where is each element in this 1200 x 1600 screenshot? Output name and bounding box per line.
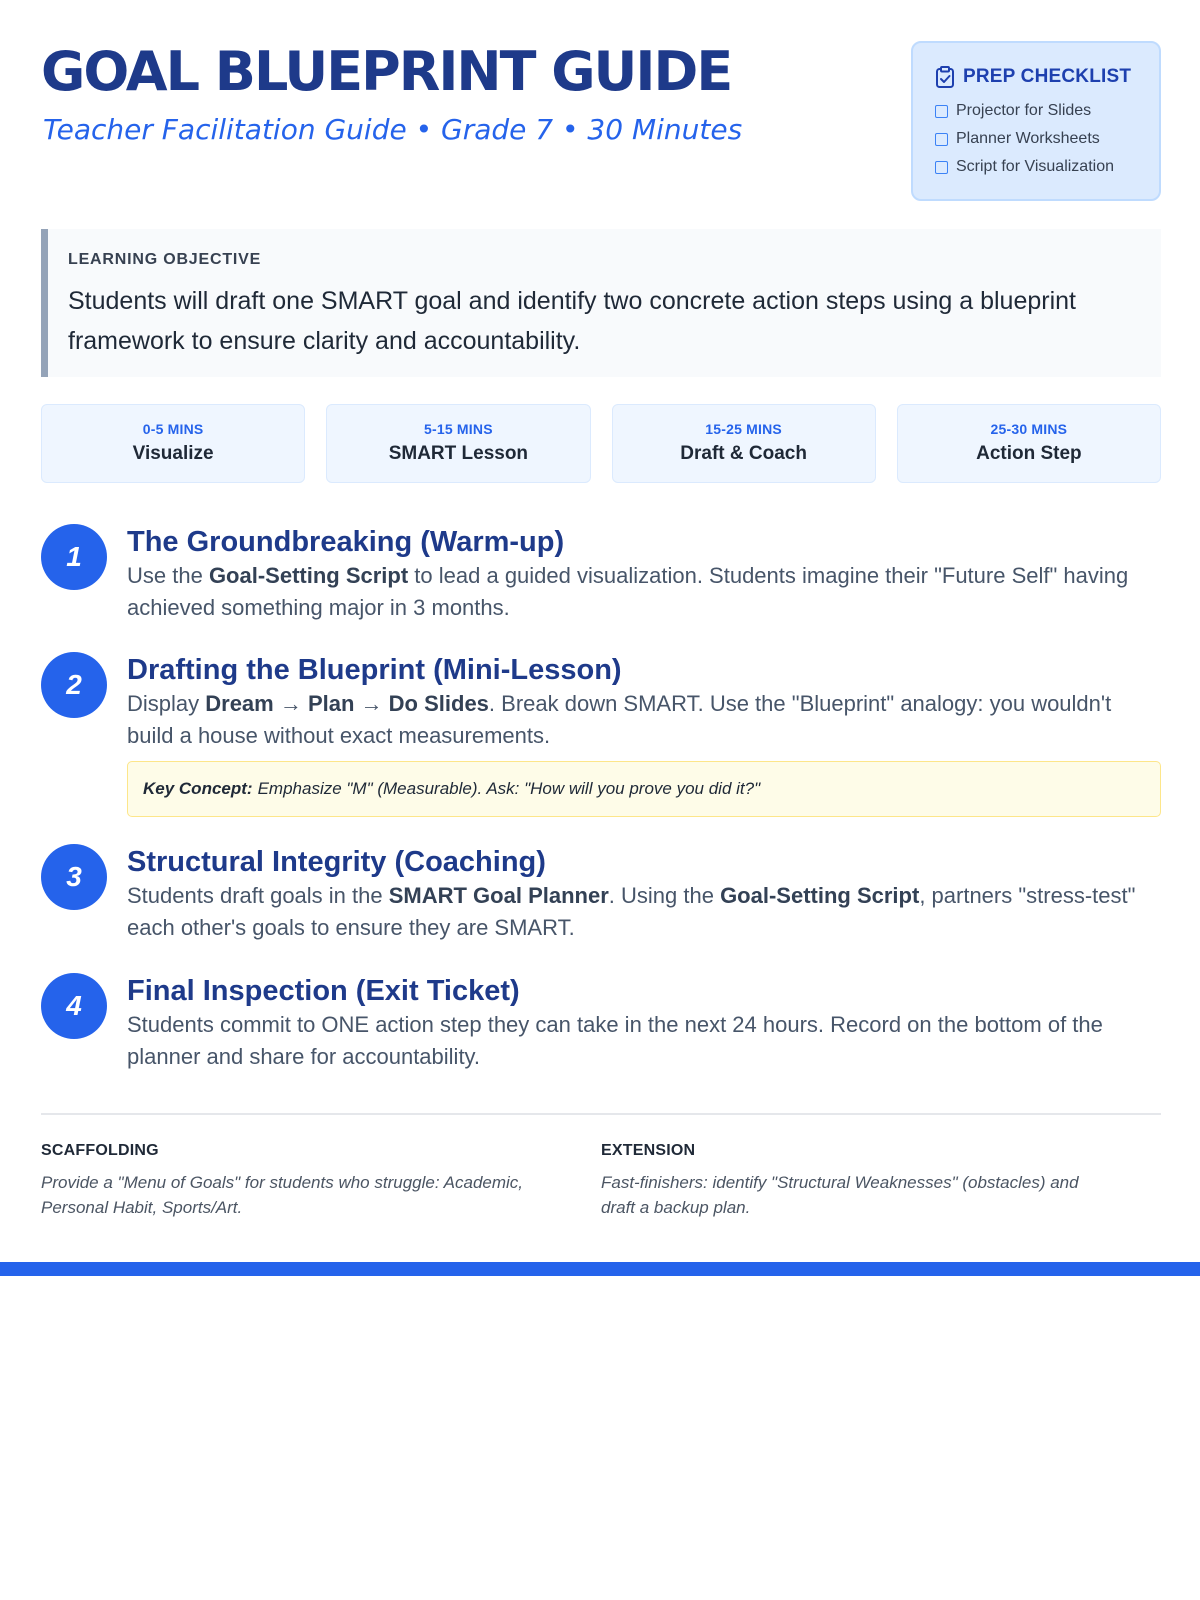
prep-checklist: [911, 41, 1161, 201]
step-body: [127, 652, 1161, 817]
phase-name: Draft & Coach: [680, 443, 807, 464]
step-description: Students commit to ONE action step they can take in the next 24 hours. Record on the bottom of the planner and share for accountability.: [127, 1012, 1103, 1069]
checklist-item-label: Projector for Slides: [956, 102, 1092, 119]
checklist-item[interactable]: [935, 125, 1159, 153]
checklist-item[interactable]: [935, 153, 1159, 181]
checkbox[interactable]: [935, 161, 948, 174]
objective-text: Students will draft one SMART goal and identify two concrete action steps using a blueprint framework to ensure clarity and accountability.: [68, 287, 1076, 355]
step-description: Students draft goals in the SMART Goal Planner. Using the Goal-Setting Script, partners "stress-test" each other's goals to ensure they are SMART.: [127, 883, 1136, 940]
step-description: Use the Goal-Setting Script to lead a guided visualization. Students imagine their "Future Self" having achieved something major in 3 months.: [127, 563, 1129, 620]
step-number-badge: 1: [41, 524, 107, 590]
timeline-phase-smart-lesson: [326, 404, 590, 483]
learning-objective: [41, 229, 1161, 377]
phase-time: 25-30 MINS: [990, 421, 1068, 437]
step-body: [127, 973, 1161, 1073]
checkbox[interactable]: [935, 105, 948, 118]
phase-time: 5-15 MINS: [424, 421, 493, 437]
note-label: EXTENSION: [601, 1142, 696, 1159]
clipboard-check-icon: [935, 66, 955, 88]
footer-notes: [41, 1142, 1161, 1220]
timeline: [41, 404, 1161, 483]
checkbox[interactable]: [935, 133, 948, 146]
scaffolding-note: [41, 1142, 601, 1220]
timeline-phase-draft-coach: [612, 404, 876, 483]
note-label: SCAFFOLDING: [41, 1142, 159, 1159]
key-concept-callout: [127, 761, 1161, 817]
step-title: Structural Integrity (Coaching): [127, 846, 546, 878]
step-title: Final Inspection (Exit Ticket): [127, 975, 520, 1007]
phase-time: 0-5 MINS: [142, 421, 204, 437]
checklist-item-label: Planner Worksheets: [956, 130, 1100, 147]
key-concept-label: Key Concept:: [143, 779, 253, 798]
step-title: The Groundbreaking (Warm-up): [127, 526, 565, 558]
step-title: Drafting the Blueprint (Mini-Lesson): [127, 654, 622, 686]
footer-divider: [41, 1113, 1161, 1115]
step-body: [127, 524, 1161, 624]
page-subtitle: Teacher Facilitation Guide • Grade 7 • 30 Minutes: [43, 113, 743, 146]
note-text: Provide a "Menu of Goals" for students who struggle: Academic, Personal Habit, Sports/Art.: [41, 1173, 524, 1217]
emphasis-text: SMART Goal Planner: [388, 883, 609, 908]
emphasis-text: Do Slides: [388, 691, 489, 716]
phase-name: Action Step: [976, 443, 1082, 464]
bottom-accent-bar: [0, 1262, 1200, 1276]
phase-name: Visualize: [132, 443, 214, 464]
timeline-phase-action-step: [897, 404, 1161, 483]
checklist-items: [935, 97, 1159, 181]
emphasis-text: Plan: [307, 691, 355, 716]
checklist-item[interactable]: [935, 97, 1159, 125]
objective-label: LEARNING OBJECTIVE: [68, 251, 262, 268]
step-description: Display Dream → Plan → Do Slides. Break down SMART. Use the "Blueprint" analogy: you wouldn't build a house without exact measurements.: [127, 691, 1112, 748]
step-number-badge: 2: [41, 652, 107, 718]
checklist-title: PREP CHECKLIST: [963, 66, 1132, 87]
emphasis-text: Goal-Setting Script: [720, 883, 920, 908]
page-title: GOAL BLUEPRINT GUIDE: [41, 40, 732, 103]
step-body: [127, 844, 1161, 944]
note-text: Fast-finishers: identify "Structural Weaknesses" (obstacles) and draft a backup plan.: [601, 1173, 1079, 1217]
extension-note: [601, 1142, 1161, 1220]
phase-name: SMART Lesson: [388, 443, 529, 464]
key-concept-text: Emphasize "M" (Measurable). Ask: "How will you prove you did it?": [257, 779, 761, 798]
header: [41, 0, 1161, 230]
step-number-badge: 3: [41, 844, 107, 910]
emphasis-text: Dream: [205, 691, 274, 716]
emphasis-text: Goal-Setting Script: [208, 563, 409, 588]
phase-time: 15-25 MINS: [705, 421, 782, 437]
checklist-item-label: Script for Visualization: [956, 158, 1114, 175]
checklist-header: [935, 63, 1159, 91]
timeline-phase-visualize: [41, 404, 305, 483]
guide-page: [41, 0, 1161, 1217]
step-number-badge: 4: [41, 973, 107, 1039]
